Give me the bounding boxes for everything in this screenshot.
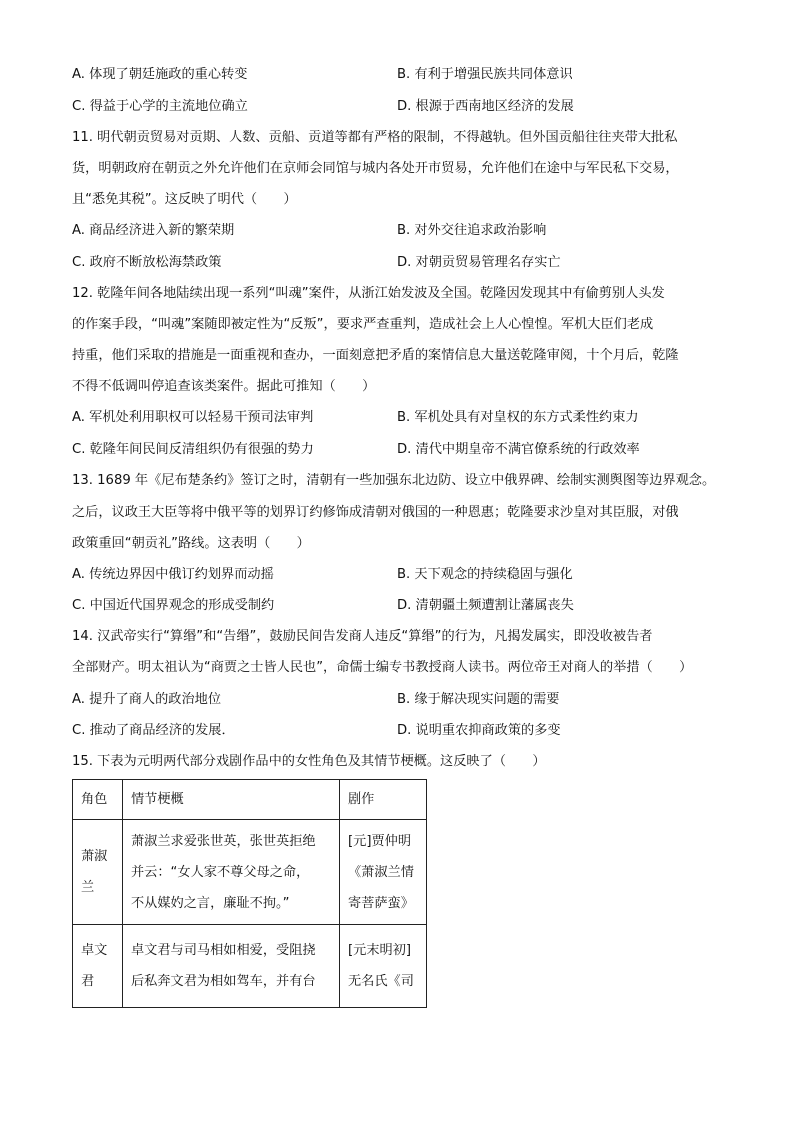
q14-option-d: D. 说明重农抑商政策的多变 [397,723,561,738]
q10-option-a: A. 体现了朝廷施政的重心转变 [72,67,248,82]
table-header-work: 剧作 [340,780,427,820]
q12-option-a: A. 军机处利用职权可以轻易干预司法审判 [72,410,314,425]
table-row [73,820,427,925]
q12-stem-line-1: 12. 乾隆年间各地陆续出现一系列“叫魂”案件，从浙江始发波及全国。乾隆因发现其中有偷剪别人头发 [72,286,665,301]
q13-stem-line-3: 政策重回“朝贡礼”路线。这表明（ ） [72,536,310,551]
table-cell-role: 卓文 君 [73,925,123,1008]
q13-option-a: A. 传统边界因中俄订约划界而动摇 [72,567,274,582]
q11-stem-line-3: 且“悉免其税”。这反映了明代（ ） [72,192,297,207]
q12-stem-line-4: 不得不低调叫停追查该类案件。据此可推知（ ） [72,379,376,394]
q12-option-b: B. 军机处具有对皇权的东方式柔性约束力 [397,410,639,425]
q13-option-c: C. 中国近代国界观念的形成受制约 [72,598,275,613]
q11-option-c: C. 政府不断放松海禁政策 [72,255,222,270]
q10-option-c: C. 得益于心学的主流地位确立 [72,99,248,114]
table-cell-plot: 卓文君与司马相如相爱，受阻挠 后私奔文君为相如驾车，并有台 [123,925,340,1008]
table-cell-work: [元末明初] 无名氏《司 [340,925,427,1008]
q11-option-d: D. 对朝贡贸易管理名存实亡 [397,255,561,270]
q10-option-b: B. 有利于增强民族共同体意识 [397,67,573,82]
q11-option-b: B. 对外交往追求政治影响 [397,223,547,238]
table-header-role: 角色 [73,780,123,820]
table-row [73,925,427,1008]
table-header-row [73,780,427,820]
q14-stem-line-2: 全部财产。明太祖认为“商贾之士皆人民也”，命儒士编专书教授商人读书。两位帝王对商人的举措（ ） [72,660,693,675]
q14-option-c: C. 推动了商品经济的发展． [72,723,235,738]
table-cell-plot: 萧淑兰求爱张世英，张世英拒绝 并云：“女人家不尊父母之命， 不从媒妁之言，廉耻不拘。” [123,820,340,925]
table-cell-work: [元]贾仲明 《萧淑兰情 寄菩萨蛮》 [340,820,427,925]
q15-table [72,779,427,1008]
q12-stem-line-2: 的作案手段，“叫魂”案随即被定性为“反叛”，要求严查重判，造成社会上人心惶惶。军机大臣们老成 [72,317,654,332]
q14-stem-line-1: 14. 汉武帝实行“算缗”和“告缗”，鼓励民间告发商人违反“算缗”的行为，凡揭发属实，即没收被告者 [72,629,653,644]
q12-option-d: D. 清代中期皇帝不满官僚系统的行政效率 [397,442,640,457]
q14-option-a: A. 提升了商人的政治地位 [72,692,222,707]
q13-option-b: B. 天下观念的持续稳固与强化 [397,567,573,582]
q11-stem-line-2: 货，明朝政府在朝贡之外允许他们在京师会同馆与城内各处开市贸易，允许他们在途中与军民私下交易， [72,161,679,176]
q13-option-d: D. 清朝疆土频遭割让藩属丧失 [397,598,574,613]
q10-option-d: D. 根源于西南地区经济的发展 [397,99,574,114]
q15-stem: 15. 下表为元明两代部分戏剧作品中的女性角色及其情节梗概。这反映了（ ） [72,754,546,769]
q13-stem-line-2: 之后，议政王大臣等将中俄平等的划界订约修饰成清朝对俄国的一种恩惠；乾隆要求沙皇对其臣服，对俄 [72,505,679,520]
table-cell-role: 萧淑 兰 [73,820,123,925]
q11-stem-line-1: 11. 明代朝贡贸易对贡期、人数、贡船、贡道等都有严格的限制，不得越轨。但外国贡船往往夹带大批私 [72,130,678,145]
q13-stem-line-1: 13. 1689 年《尼布楚条约》签订之时，清朝有一些加强东北边防、设立中俄界碑、绘制实测舆图等边界观念。 [72,473,716,488]
q12-option-c: C. 乾隆年间民间反清组织仍有很强的势力 [72,442,314,457]
q11-option-a: A. 商品经济进入新的繁荣期 [72,223,235,238]
q14-option-b: B. 缘于解决现实问题的需要 [397,692,560,707]
q12-stem-line-3: 持重，他们采取的措施是一面重视和查办，一面刻意把矛盾的案情信息大量送乾隆审阅，十个月后，乾隆 [72,348,679,363]
table-header-plot: 情节梗概 [123,780,340,820]
